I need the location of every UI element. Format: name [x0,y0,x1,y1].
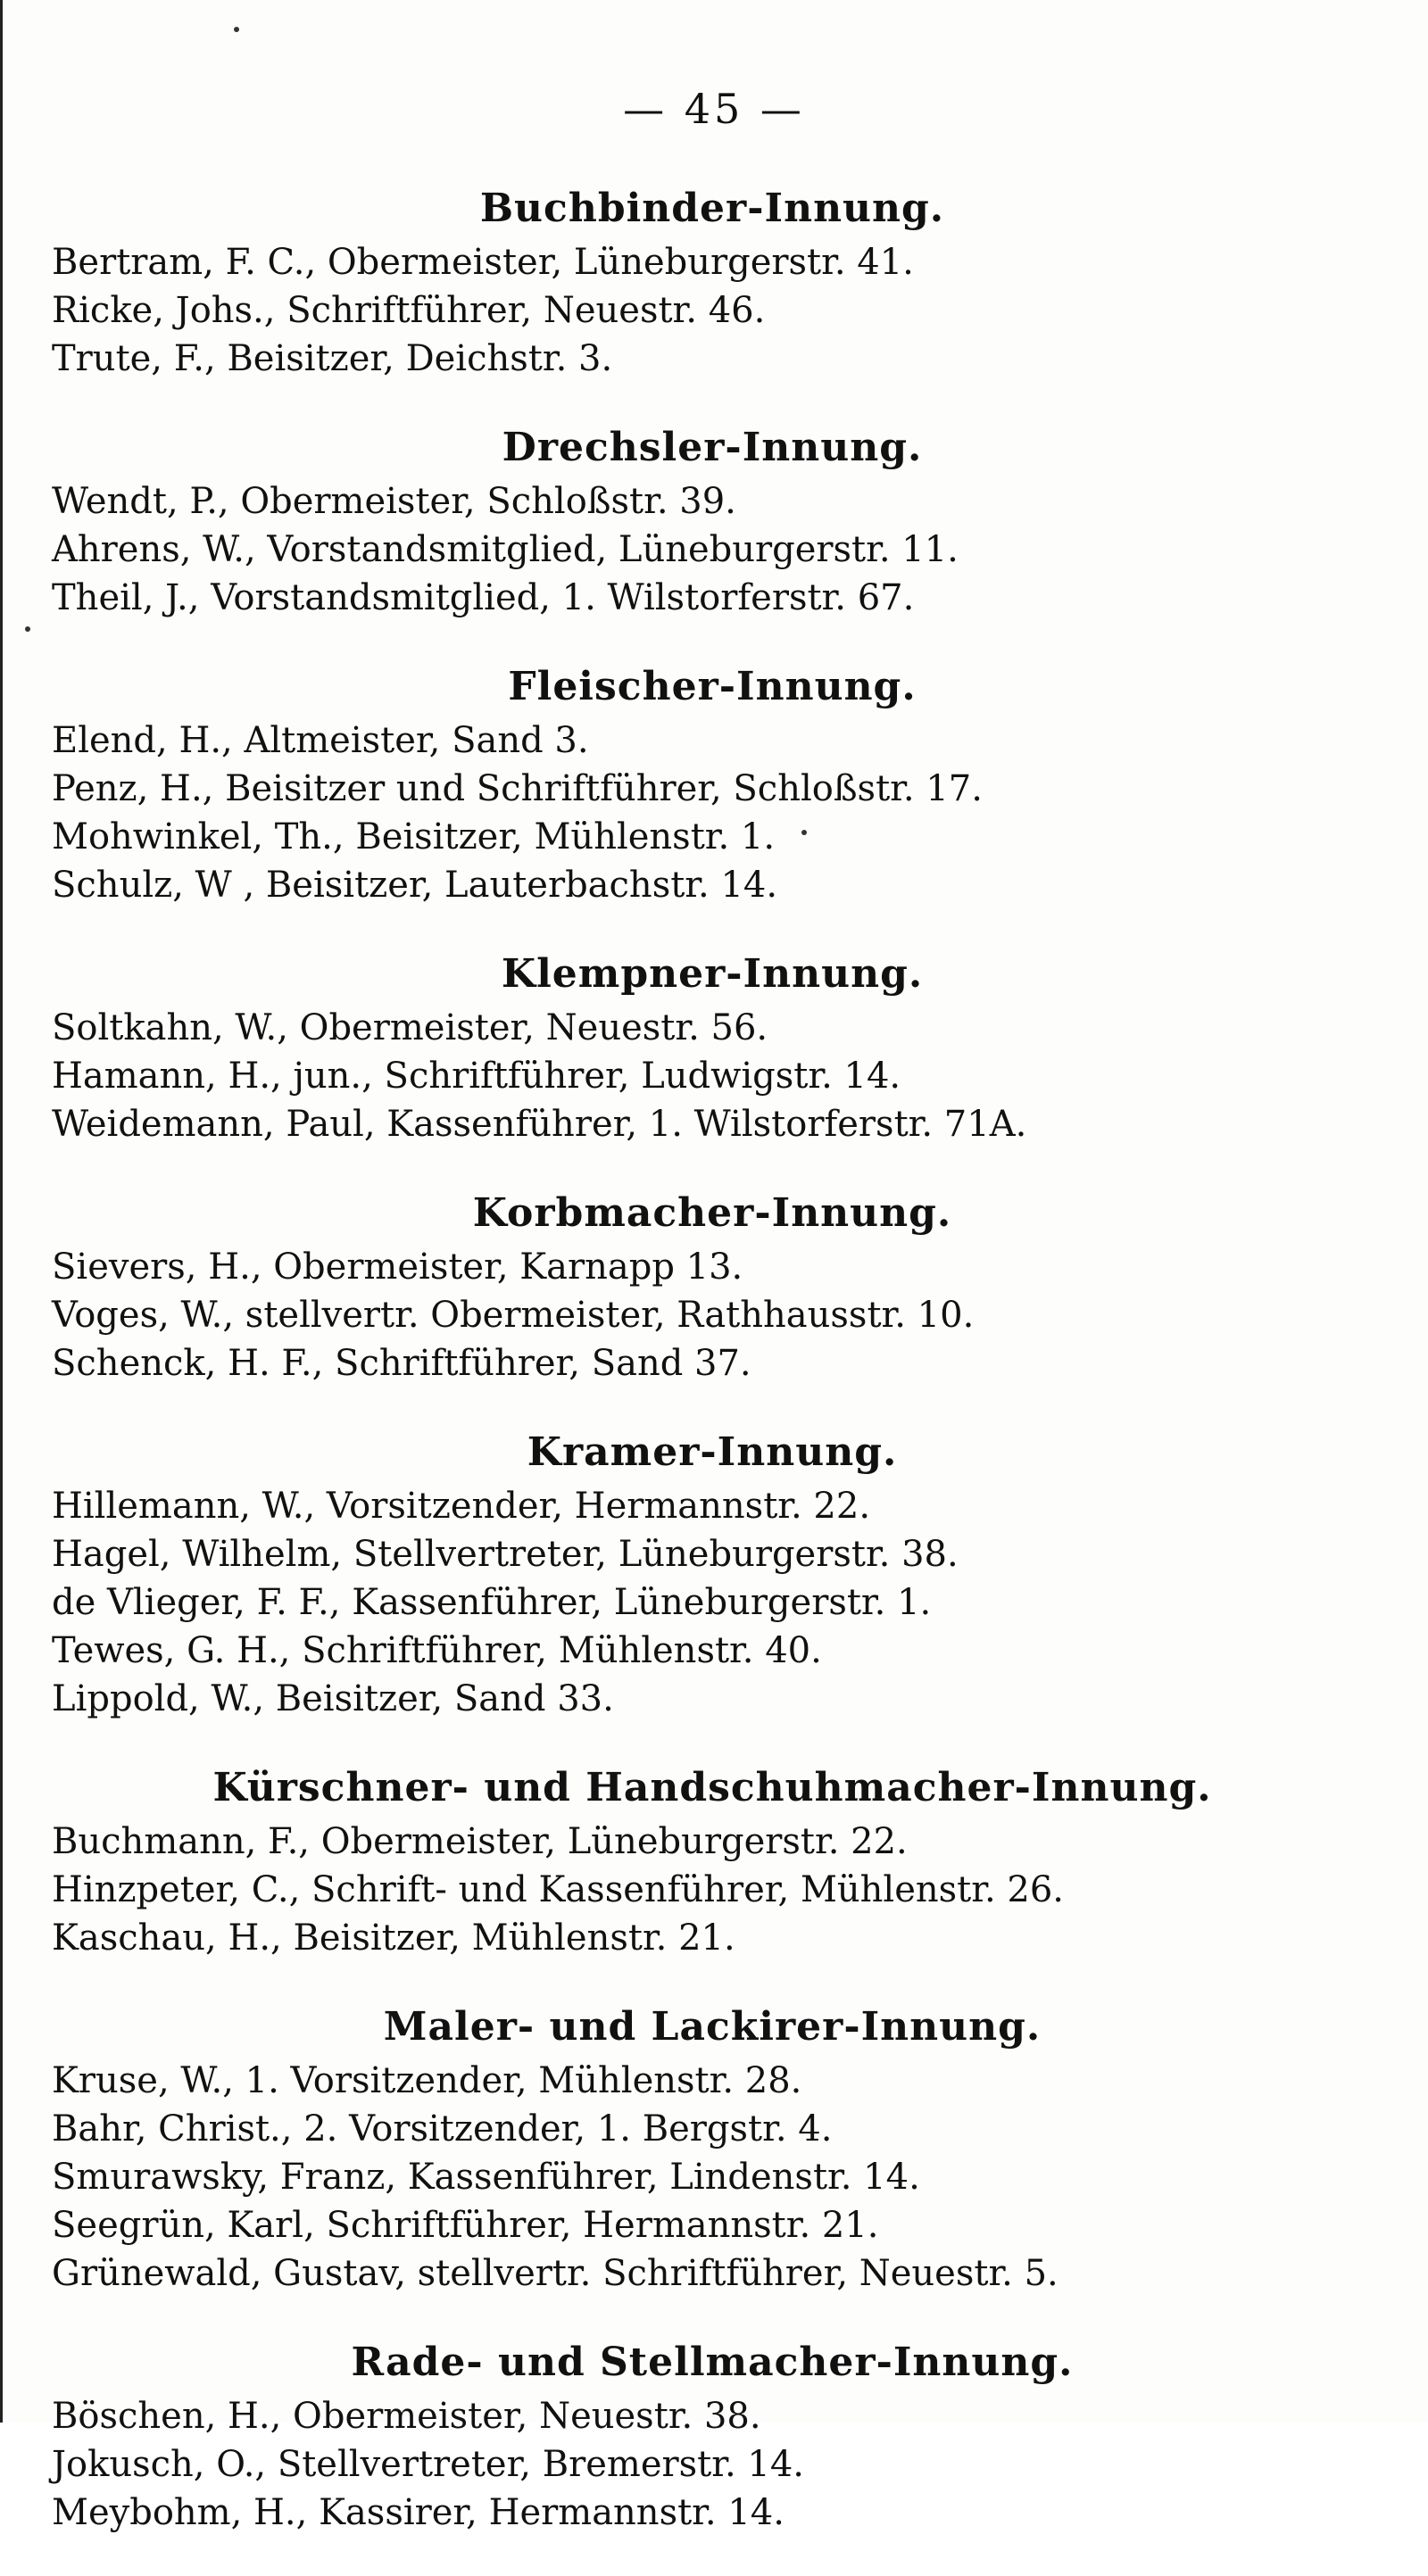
section-title: Fleischer-Innung. [508,664,917,709]
print-speck [25,626,30,632]
member-entry: Ricke, Johs., Schriftführer, Neuestr. 46. [52,290,766,331]
member-entry: Lippold, W., Beisitzer, Sand 33. [52,1678,614,1719]
section-title: Kürschner- und Handschuhmacher-Innung. [212,1765,1212,1810]
section-title: Korbmacher-Innung. [472,1190,952,1236]
member-entry: Böschen, H., Obermeister, Neuestr. 38. [52,2396,761,2437]
section-title: Klempner-Innung. [501,951,924,997]
member-entry: Buchmann, F., Obermeister, Lüneburgerstr. 22. [52,1821,908,1862]
member-entry: Smurawsky, Franz, Kassenführer, Lindenstr. 14. [52,2157,920,2198]
guild-directory [52,183,1373,2576]
section-fleischer [52,661,1373,909]
section-title: Rade- und Stellmacher-Innung. [351,2340,1074,2385]
page-edge-shadow [0,0,3,2423]
member-entry: Schenck, H. F., Schriftführer, Sand 37. [52,1343,751,1384]
section-title: Maler- und Lackirer-Innung. [383,2004,1042,2050]
member-entry: Kruse, W., 1. Vorsitzender, Mühlenstr. 28. [52,2060,802,2101]
member-entry: Grünewald, Gustav, stellvertr. Schriftführer, Neuestr. 5. [52,2253,1059,2294]
section-kramer [52,1427,1373,1723]
member-entry: Theil, J., Vorstandsmitglied, 1. Wilstorferstr. 67. [52,577,915,618]
member-entry: Schulz, W , Beisitzer, Lauterbachstr. 14. [52,865,778,906]
member-entry: Meybohm, H., Kassirer, Hermannstr. 14. [52,2492,785,2533]
section-rademacher [52,2337,1373,2537]
section-korbmacher [52,1188,1373,1387]
member-entry: Kaschau, H., Beisitzer, Mühlenstr. 21. [52,1918,735,1959]
section-drechsler [52,422,1373,622]
print-speck [234,27,239,32]
member-entry: Voges, W., stellvertr. Obermeister, Rathhausstr. 10. [52,1295,975,1336]
section-buchbinder [52,183,1373,383]
member-entry: Penz, H., Beisitzer und Schriftführer, Schloßstr. 17. [52,768,983,809]
member-entry: Hamann, H., jun., Schriftführer, Ludwigstr. 14. [52,1056,901,1097]
page-number: — 45 — [623,85,805,133]
member-entry: Seegrün, Karl, Schriftführer, Hermannstr. 21. [52,2205,879,2246]
member-entry: Wendt, P., Obermeister, Schloßstr. 39. [52,481,736,522]
member-entry: Ahrens, W., Vorstandsmitglied, Lüneburgerstr. 11. [52,529,959,570]
member-entry: Jokusch, O., Stellvertreter, Bremerstr. 14. [52,2444,805,2485]
member-entry: de Vlieger, F. F., Kassenführer, Lüneburgerstr. 1. [52,1582,932,1623]
section-kuerschner [52,1762,1373,1962]
member-entry: Hinzpeter, C., Schrift- und Kassenführer, Mühlenstr. 26. [52,1869,1065,1910]
section-title: Buchbinder-Innung. [479,186,945,231]
member-entry: Sievers, H., Obermeister, Karnapp 13. [52,1247,743,1288]
member-entry: Bertram, F. C., Obermeister, Lüneburgerstr. 41. [52,242,914,283]
member-entry: Soltkahn, W., Obermeister, Neuestr. 56. [52,1007,768,1048]
member-entry: Trute, F., Beisitzer, Deichstr. 3. [52,338,613,379]
member-entry: Bahr, Christ., 2. Vorsitzender, 1. Bergstr. 4. [52,2108,833,2149]
section-klempner [52,948,1373,1148]
member-entry: Hillemann, W., Vorsitzender, Hermannstr. 22. [52,1486,871,1527]
section-title: Kramer-Innung. [527,1429,898,1475]
member-entry: Hagel, Wilhelm, Stellvertreter, Lüneburgerstr. 38. [52,1534,959,1575]
member-entry: Elend, H., Altmeister, Sand 3. [52,720,589,761]
member-entry: Tewes, G. H., Schriftführer, Mühlenstr. 40. [52,1630,822,1671]
section-title: Drechsler-Innung. [502,425,923,470]
member-entry: Weidemann, Paul, Kassenführer, 1. Wilstorferstr. 71A. [52,1104,1027,1145]
section-maler [52,2001,1373,2298]
member-entry: Mohwinkel, Th., Beisitzer, Mühlenstr. 1. [52,816,776,857]
